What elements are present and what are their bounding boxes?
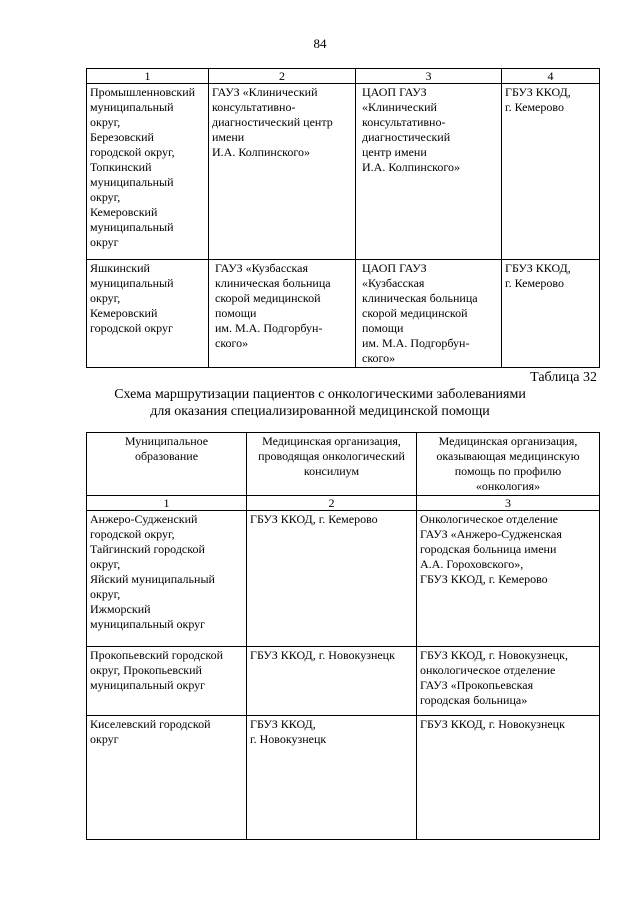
cell-text-line: муниципальный bbox=[90, 100, 174, 114]
cell-text-line: Медицинская организация, bbox=[262, 434, 401, 448]
table1-row1-col2 bbox=[209, 84, 356, 260]
cell-text-line: ГБУЗ ККОД, г. Новокузнецк bbox=[250, 648, 395, 662]
cell-text-line: муниципальный bbox=[90, 276, 174, 290]
table1-row2-col4 bbox=[502, 260, 600, 368]
cell-text-line: городская больница имени bbox=[420, 542, 557, 556]
table2-colnum-2: 2 bbox=[247, 496, 417, 511]
cell-text-line: Березовский bbox=[90, 130, 154, 144]
cell-text-line: клиническая больница bbox=[215, 276, 331, 290]
table2-row2-col2 bbox=[247, 647, 417, 716]
cell-text-line: г. Новокузнецк bbox=[250, 732, 327, 746]
cell-text-line: Кемеровский bbox=[90, 205, 158, 219]
table2-row bbox=[87, 511, 600, 647]
table2-row3-col3 bbox=[417, 716, 600, 840]
cell-text-line: муниципальный bbox=[90, 220, 174, 234]
routing-table-32 bbox=[86, 432, 600, 840]
table1-colnum-1: 1 bbox=[87, 69, 209, 84]
cell-text-line: центр имени bbox=[362, 145, 427, 159]
cell-text-line: ГБУЗ ККОД, г. Кемерово bbox=[250, 512, 378, 526]
cell-text-line: ГАУЗ «Клинический bbox=[212, 85, 318, 99]
cell-text-line: Киселевский городской bbox=[90, 717, 211, 731]
cell-text-line: ЦАОП ГАУЗ bbox=[362, 261, 427, 275]
cell-text-line: Яйский муниципальный bbox=[90, 572, 215, 586]
table1-row2-col3 bbox=[356, 260, 502, 368]
table2-row3-col2 bbox=[247, 716, 417, 840]
table-title-line-2: для оказания специализированной медицинской помощи bbox=[150, 404, 490, 419]
table2-row1-col3 bbox=[417, 511, 600, 647]
table2-row1-col1 bbox=[87, 511, 247, 647]
table2-colnum-1: 1 bbox=[87, 496, 247, 511]
cell-text-line: Муниципальное bbox=[124, 434, 209, 448]
table1-row1-col3 bbox=[356, 84, 502, 260]
cell-text-line: городская больница» bbox=[420, 693, 528, 707]
table1-row bbox=[87, 84, 600, 260]
cell-text-line: муниципальный округ bbox=[90, 678, 206, 692]
cell-text-line: ГБУЗ ККОД, bbox=[505, 85, 571, 99]
cell-text-line: И.А. Колпинского» bbox=[362, 160, 461, 174]
table2-row2-col3 bbox=[417, 647, 600, 716]
cell-text-line: имени bbox=[212, 130, 245, 144]
cell-text-line: помощи bbox=[215, 306, 257, 320]
cell-text-line: консультативно- bbox=[212, 100, 296, 114]
cell-text-line: клиническая больница bbox=[362, 291, 478, 305]
cell-text-line: ГАУЗ «Кузбасская bbox=[215, 261, 309, 275]
cell-text-line: округ, Прокопьевский bbox=[90, 663, 202, 677]
table2-row bbox=[87, 647, 600, 716]
table1-column-numbers-row bbox=[87, 69, 600, 84]
table2-row bbox=[87, 716, 600, 840]
table-title-line-1: Схема маршрутизации пациентов с онкологическими заболеваниями bbox=[114, 387, 526, 402]
table1-row2-col2 bbox=[209, 260, 356, 368]
table2-row1-col2 bbox=[247, 511, 417, 647]
cell-text-line: ского» bbox=[362, 351, 396, 365]
cell-text-line: ГБУЗ ККОД, г. Новокузнецк, bbox=[420, 648, 568, 662]
table1-colnum-4: 4 bbox=[502, 69, 600, 84]
cell-text-line: консультативно- bbox=[362, 115, 446, 129]
cell-text-line: «Клинический bbox=[362, 100, 437, 114]
cell-text-line: консилиум bbox=[303, 464, 360, 478]
cell-text-line: Кемеровский bbox=[90, 306, 158, 320]
cell-text-line: И.А. Колпинского» bbox=[212, 145, 311, 159]
table1-colnum-2: 2 bbox=[209, 69, 356, 84]
cell-text-line: округ bbox=[90, 235, 119, 249]
cell-text-line: Яшкинский bbox=[90, 261, 150, 275]
table-number: Таблица 32 bbox=[530, 370, 597, 385]
cell-text-line: скорой медицинской bbox=[215, 291, 321, 305]
cell-text-line: муниципальный округ bbox=[90, 617, 206, 631]
cell-text-line: проводящая онкологический bbox=[258, 449, 405, 463]
table2-header-row bbox=[87, 433, 600, 496]
table2-column-numbers-row bbox=[87, 496, 600, 511]
table1-row1-col4 bbox=[502, 84, 600, 260]
cell-text-line: ГАУЗ «Прокопьевская bbox=[420, 678, 534, 692]
cell-text-line: округ, bbox=[90, 557, 121, 571]
cell-text-line: Топкинский bbox=[90, 160, 152, 174]
cell-text-line: г. Кемерово bbox=[505, 276, 564, 290]
cell-text-line: им. М.А. Подгорбун- bbox=[362, 336, 470, 350]
cell-text-line: ГБУЗ ККОД, bbox=[250, 717, 316, 731]
table1-colnum-3: 3 bbox=[356, 69, 502, 84]
table2-row2-col1 bbox=[87, 647, 247, 716]
cell-text-line: городской округ bbox=[90, 321, 173, 335]
cell-text-line: ГБУЗ ККОД, г. Кемерово bbox=[420, 572, 548, 586]
cell-text-line: Тайгинский городской bbox=[90, 542, 205, 556]
cell-text-line: Ижморский bbox=[90, 602, 151, 616]
cell-text-line: г. Кемерово bbox=[505, 100, 564, 114]
cell-text-line: диагностический bbox=[362, 130, 451, 144]
cell-text-line: Онкологическое отделение bbox=[420, 512, 559, 526]
cell-text-line: Анжеро-Судженский bbox=[90, 512, 198, 526]
cell-text-line: округ, bbox=[90, 587, 121, 601]
cell-text-line: образование bbox=[134, 449, 199, 463]
cell-text-line: округ, bbox=[90, 115, 121, 129]
cell-text-line: муниципальный bbox=[90, 175, 174, 189]
table1-row bbox=[87, 260, 600, 368]
cell-text-line: А.А. Гороховского», bbox=[420, 557, 524, 571]
cell-text-line: округ bbox=[90, 732, 119, 746]
cell-text-line: ского» bbox=[215, 336, 249, 350]
cell-text-line: Промышленновский bbox=[90, 85, 196, 99]
cell-text-line: помощи bbox=[362, 321, 404, 335]
cell-text-line: ГБУЗ ККОД, г. Новокузнецк bbox=[420, 717, 565, 731]
cell-text-line: помощь по профилю bbox=[454, 464, 562, 478]
cell-text-line: городской округ, bbox=[90, 145, 175, 159]
routing-table-continued bbox=[86, 68, 600, 368]
table2-row3-col1 bbox=[87, 716, 247, 840]
cell-text-line: «Кузбасская bbox=[362, 276, 425, 290]
cell-text-line: им. М.А. Подгорбун- bbox=[215, 321, 323, 335]
table-title bbox=[0, 386, 640, 420]
cell-text-line: Медицинская организация, bbox=[438, 434, 578, 448]
cell-text-line: онкологическое отделение bbox=[420, 663, 556, 677]
table1-row2-col1 bbox=[87, 260, 209, 368]
page-number: 84 bbox=[313, 36, 327, 51]
table2-header-council-org bbox=[247, 433, 417, 496]
table2-colnum-3: 3 bbox=[417, 496, 600, 511]
cell-text-line: ЦАОП ГАУЗ bbox=[362, 85, 427, 99]
cell-text-line: скорой медицинской bbox=[362, 306, 468, 320]
cell-text-line: диагностический центр bbox=[212, 115, 333, 129]
table2-header-care-org bbox=[417, 433, 600, 496]
cell-text-line: округ, bbox=[90, 190, 121, 204]
cell-text-line: оказывающая медицинскую bbox=[436, 449, 580, 463]
cell-text-line: ГБУЗ ККОД, bbox=[505, 261, 571, 275]
table2-header-municipality bbox=[87, 433, 247, 496]
table1-row1-col1 bbox=[87, 84, 209, 260]
cell-text-line: «онкология» bbox=[475, 479, 541, 493]
cell-text-line: округ, bbox=[90, 291, 121, 305]
cell-text-line: Прокопьевский городской bbox=[90, 648, 224, 662]
cell-text-line: городской округ, bbox=[90, 527, 175, 541]
cell-text-line: ГАУЗ «Анжеро-Судженская bbox=[420, 527, 562, 541]
